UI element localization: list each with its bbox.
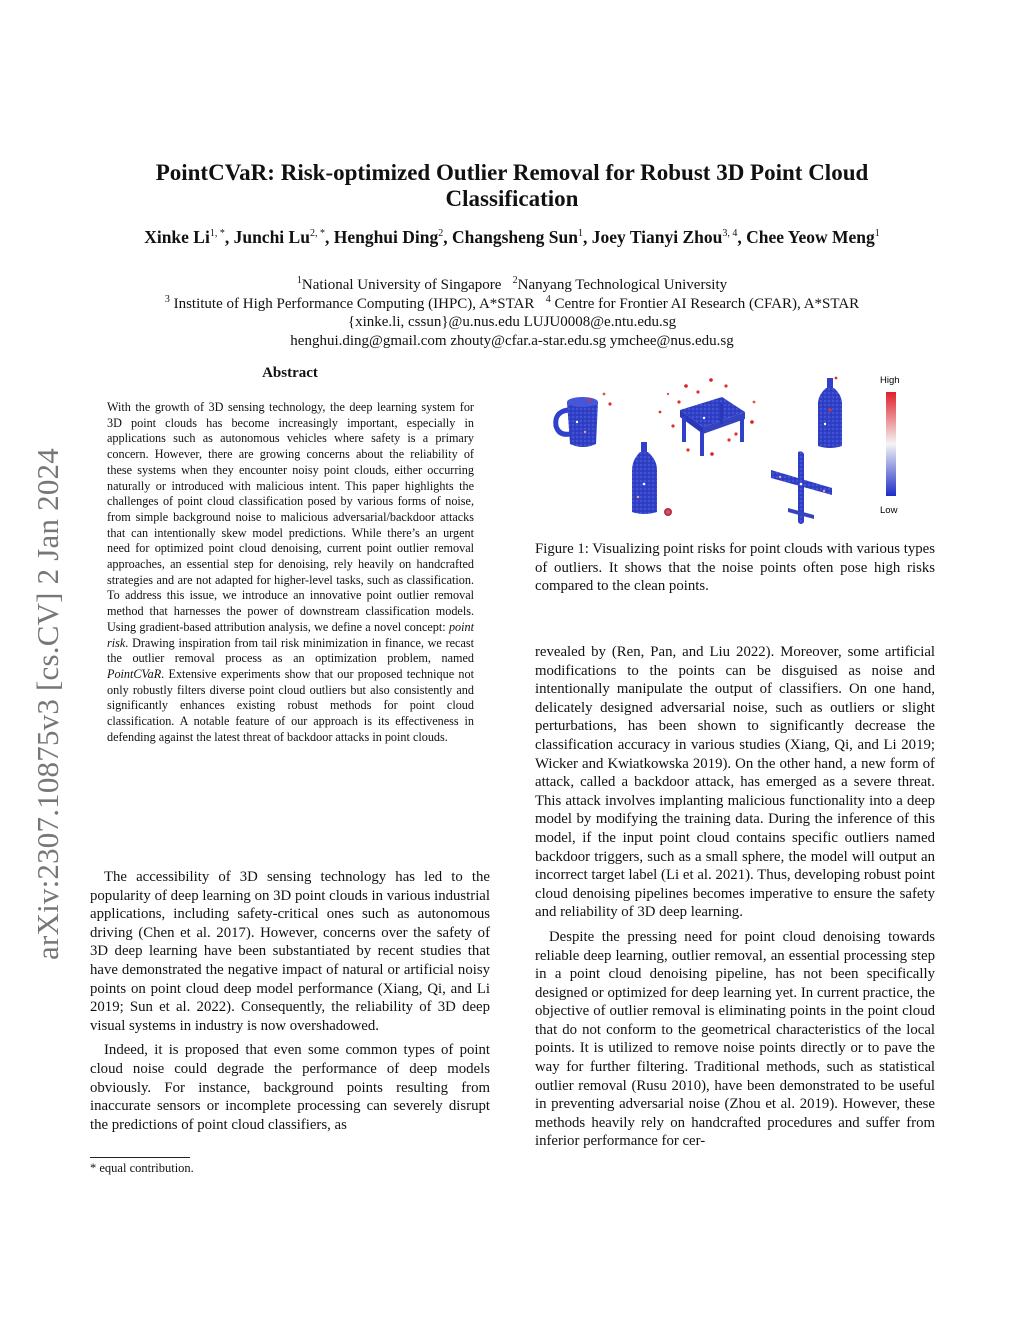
paper-title: PointCVaR: Risk-optimized Outlier Removal for Robust 3D Point Cloud Classification	[155, 160, 869, 211]
author-separator: ,	[737, 227, 747, 247]
author-affiliation-mark: 2	[438, 228, 444, 240]
author-name: Joey Tianyi Zhou	[591, 227, 723, 247]
affiliation-line	[90, 295, 934, 314]
author-separator: ,	[324, 227, 334, 247]
affiliation-mark: 3	[164, 293, 170, 305]
author-separator: ,	[583, 227, 592, 247]
author-affiliation-mark: 3, 4	[722, 228, 738, 240]
body-paragraph: revealed by (Ren, Pan, and Liu 2022). Moreover, some artificial modifications to the points can be disguised as noise and intentionally manipulate the output of classifiers. On one hand, delicately designed adversarial noise, such as outliers or slight perturbations, has been shown to significantly decrease the classification accuracy in various studies (Xiang, Qi, and Li 2019; Wicker and Kwiatkowska 2019). On the other hand, a new form of attack, called a backdoor attack, has emerged as a severe threat. This attack involves implanting malicious functionality into a deep model by modifying the training data. During the inference of this model, if the input point cloud contains specific outliers named backdoor triggers, such as a small sphere, the model will output an incorrect target label (Li et al. 2021). Thus, developing robust point cloud denoising pipelines becomes imperative to ensure the safety and reliability of 3D deep learning.	[535, 644, 935, 921]
affiliation-text: Nanyang Technological University	[517, 277, 728, 293]
bottle-point-cloud	[632, 442, 672, 516]
abstract-text	[107, 400, 474, 745]
mug-point-cloud	[556, 393, 612, 447]
author-affiliation-mark: 1	[874, 228, 880, 240]
right-column-body	[535, 643, 935, 1157]
author-name: Xinke Li	[144, 227, 210, 247]
email-line: {xinke.li, cssun}@u.nus.edu LUJU0008@e.ntu.edu.sg	[347, 314, 677, 330]
affiliation-line	[90, 276, 934, 295]
author-separator: ,	[224, 227, 234, 247]
body-paragraph: The accessibility of 3D sensing technology has led to the popularity of deep learning on 3D point clouds in various industrial applications, including safety-critical ones such as autonomous driving (Chen et al. 2017). However, concerns over the safety of 3D deep learning have been substantiated by recent studies that have demonstrated the negative impact of natural or artificial noisy points on point cloud deep model performance (Xiang, Qi, and Li 2019; Sun et al. 2022). Consequently, the reliability of 3D deep visual systems in industry is now overshadowed.	[90, 869, 490, 1034]
author-name: Changsheng Sun	[452, 227, 578, 247]
affiliation-mark: 1	[296, 275, 302, 286]
footnote	[90, 1161, 194, 1176]
arxiv-identifier: arXiv:2307.10875v3 [cs.CV] 2 Jan 2024	[30, 448, 65, 960]
author-name: Chee Yeow Meng	[746, 227, 875, 247]
left-column-body	[90, 868, 490, 1140]
affiliation-text: National University of Singapore	[301, 277, 502, 293]
abstract-part: . Extensive experiments show that our proposed technique not only robustly filters diverse point cloud outliers but also consistently and significantly enhances existing robust methods for point cloud classification. A notable feature of our approach is its effectiveness in defending against the latest threat of backdoor attacks in point clouds.	[107, 666, 474, 744]
affiliation-mark: 2	[512, 275, 518, 286]
risk-colorbar	[880, 375, 900, 516]
table-point-cloud	[659, 378, 756, 456]
bottle-point-cloud	[818, 377, 842, 448]
abstract-part: With the growth of 3D sensing technology, the deep learning system for 3D point clouds has become increasingly important, especially in applications such as autonomous vehicles where safety is a primary concern. However, there are growing concerns about the reliability of these systems when they encounter noisy point clouds, either occurring naturally or introduced with malicious intent. This paper highlights the challenges of point cloud classification posed by various forms of noise, from simple background noise to malicious adversarial/backdoor attacks that can intentionally skew model predictions. While there’s an urgent need for optimized point cloud denoising, current point outlier removal approaches, an essential step for denoising, rely heavily on handcrafted strategies and are not adapted for higher-level tasks, such as classification. To address this issue, we introduce an innovative point outlier removal method that harnesses the power of downstream classification models. Using gradient-based attribution analysis, we define a novel concept:	[107, 400, 474, 634]
email-line: henghui.ding@gmail.com zhouty@cfar.a-star.edu.sg ymchee@nus.edu.sg	[290, 332, 734, 349]
colorbar-high-label: High	[880, 375, 900, 386]
author-affiliation-mark: 1, *	[209, 228, 225, 240]
body-paragraph: Despite the pressing need for point cloud denoising towards reliable deep learning, outlier removal, an essential processing step in a point cloud denoising pipeline, has not been specifically designed or optimized for deep learning yet. In current practice, the objective of outlier removal is eliminating points in the point cloud that do not conform to the geometrical characteristics of the local points. It is utilized to remove noise points directly or to pave the way for further filtering. Traditional methods, such as statistical outlier removal (Rusu 2010), have been demonstrated to be useful in preventing adversarial noise (Zhou et al. 2019). However, these methods heavily rely on handcrafted procedures and suffer from inferior performance for cer-	[535, 928, 935, 1150]
abstract-emphasis: PointCVaR	[107, 666, 162, 681]
affiliation-mark: 4	[545, 293, 551, 305]
affiliations	[90, 276, 934, 350]
figure-caption: Figure 1: Visualizing point risks for point clouds with various types of outliers. It shows that the noise points often pose high risks compared to the clean points.	[535, 541, 935, 595]
footnote-text: * equal contribution.	[90, 1161, 194, 1175]
author-list	[90, 226, 934, 249]
affiliation-text: Institute of High Performance Computing (IHPC), A*STAR	[173, 295, 535, 312]
footnote-divider	[90, 1157, 190, 1158]
author-affiliation-mark: 1	[578, 228, 583, 240]
colorbar-low-label: Low	[880, 505, 898, 516]
author-name: Junchi Lu	[233, 227, 310, 247]
abstract-heading: Abstract	[262, 365, 318, 381]
author-affiliation-mark: 2, *	[309, 228, 325, 240]
affiliation-text: Centre for Frontier AI Research (CFAR), A*STAR	[554, 295, 860, 312]
abstract-part: . Drawing inspiration from tail risk minimization in finance, we recast the outlier removal process as an optimization problem, named	[107, 635, 474, 666]
airplane-point-cloud	[771, 451, 832, 524]
author-name: Henghui Ding	[333, 227, 439, 247]
abstract-emphasis: point risk	[107, 619, 474, 650]
figure-point-clouds	[540, 372, 910, 527]
body-paragraph: Indeed, it is proposed that even some common types of point cloud noise could degrade the performance of deep models obviously. For instance, background points resulting from inaccurate sensors or incomplete processing can severely disrupt the predictions of point cloud classifiers, as	[90, 1042, 490, 1133]
author-separator: ,	[443, 227, 453, 247]
